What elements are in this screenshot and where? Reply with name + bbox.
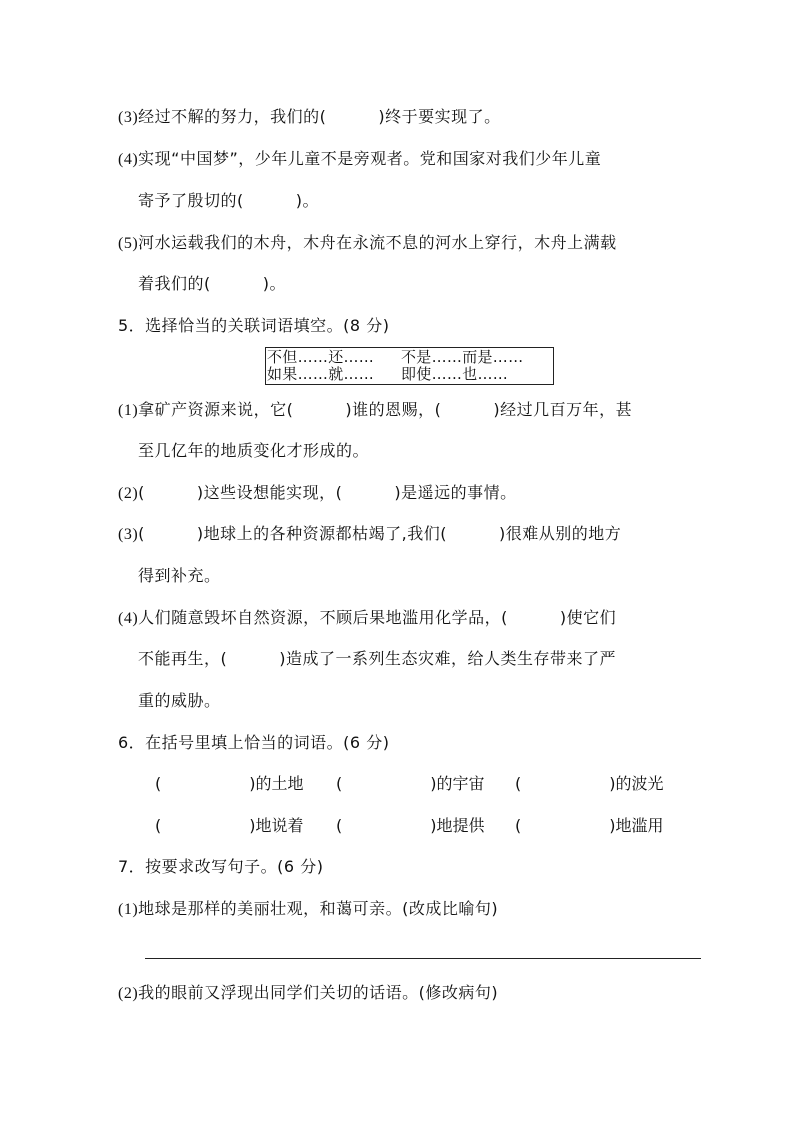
close-paren: ) bbox=[430, 816, 437, 835]
close-paren: ) bbox=[609, 774, 616, 793]
q5-item-4-cont2: 重的威胁。 bbox=[138, 691, 221, 710]
q5-item-2 bbox=[118, 482, 517, 505]
item-number: (3) bbox=[118, 526, 139, 543]
sentence-part: )这些设想能实现，( bbox=[196, 483, 343, 502]
open-paren: ( bbox=[515, 816, 522, 835]
close-paren: ) bbox=[430, 774, 437, 793]
close-paren: ) bbox=[249, 816, 256, 835]
sentence-part: 经过不解的努力，我们的( bbox=[138, 107, 327, 126]
sentence-part: ( bbox=[138, 524, 145, 543]
item-number: (3) bbox=[118, 109, 139, 126]
sentence-part: 不能再生，( bbox=[138, 649, 228, 668]
q5-item-3 bbox=[118, 523, 621, 546]
sentence-part: 河水运载我们的木舟，木舟在永流不息的河水上穿行，木舟上满载 bbox=[138, 233, 617, 252]
close-paren: ) bbox=[609, 816, 616, 835]
q5-item-3-cont: 得到补充。 bbox=[138, 566, 221, 585]
sentence-part: ( bbox=[138, 483, 145, 502]
item-number: (4) bbox=[118, 610, 139, 627]
item-text: 我的眼前又浮现出同学们关切的话语。(修改病句) bbox=[138, 983, 499, 1002]
word-option: 即使……也…… bbox=[401, 365, 509, 383]
item-number: (4) bbox=[118, 151, 139, 168]
q5-item-4 bbox=[118, 607, 616, 630]
q6-blank-3[interactable] bbox=[515, 773, 664, 795]
q4-item-4 bbox=[118, 148, 601, 171]
sentence-part: )造成了一系列生态灾难，给人类生存带来了严 bbox=[279, 649, 616, 668]
q7-item-2 bbox=[118, 982, 498, 1005]
q5-heading: 5．选择恰当的关联词语填空。(8 分) bbox=[118, 316, 390, 335]
q5-item-4-cont bbox=[138, 648, 616, 670]
sentence-part: 着我们的( bbox=[138, 274, 211, 293]
item-number: (2) bbox=[118, 485, 139, 502]
sentence-part: )地球上的各种资源都枯竭了,我们( bbox=[196, 524, 447, 543]
sentence-part: 拿矿产资源来说，它( bbox=[138, 400, 294, 419]
open-paren: ( bbox=[155, 816, 162, 835]
item-number: (1) bbox=[118, 901, 139, 918]
open-paren: ( bbox=[515, 774, 522, 793]
open-paren: ( bbox=[336, 774, 343, 793]
q4-item-5-cont bbox=[138, 273, 286, 295]
q6-blank-6[interactable] bbox=[515, 815, 664, 837]
word-option: 不但……还…… bbox=[267, 348, 375, 366]
sentence-part: )。 bbox=[295, 191, 319, 210]
sentence-part: 实现“中国梦”，少年儿童不是旁观者。党和国家对我们少年儿童 bbox=[138, 149, 602, 168]
sentence-part: )是遥远的事情。 bbox=[394, 483, 517, 502]
q4-item-4-cont bbox=[138, 190, 319, 212]
q6-blank-5[interactable] bbox=[336, 815, 485, 837]
sentence-part: )谁的恩赐，( bbox=[345, 400, 442, 419]
close-paren: ) bbox=[249, 774, 256, 793]
q5-item-1-cont: 至几亿年的地质变化才形成的。 bbox=[138, 441, 370, 460]
word-box-row bbox=[267, 349, 553, 366]
q6-blank-4[interactable] bbox=[155, 815, 304, 837]
q4-item-5 bbox=[118, 232, 617, 255]
open-paren: ( bbox=[336, 816, 343, 835]
q5-item-1 bbox=[118, 399, 632, 422]
word-option: 不是……而是…… bbox=[401, 348, 524, 366]
sentence-part: 人们随意毁坏自然资源，不顾后果地滥用化学品，( bbox=[138, 608, 508, 627]
item-number: (5) bbox=[118, 235, 139, 252]
phrase-suffix: 的宇宙 bbox=[436, 774, 485, 793]
word-box-row bbox=[267, 366, 553, 383]
q6-blank-2[interactable] bbox=[336, 773, 485, 795]
sentence-part: )经过几百万年，甚 bbox=[493, 400, 633, 419]
sentence-part: )终于要实现了。 bbox=[378, 107, 501, 126]
phrase-suffix: 的土地 bbox=[255, 774, 304, 793]
phrase-suffix: 地说着 bbox=[255, 816, 304, 835]
phrase-suffix: 的波光 bbox=[615, 774, 664, 793]
sentence-part: )很难从别的地方 bbox=[498, 524, 622, 543]
sentence-part: 寄予了殷切的( bbox=[138, 191, 244, 210]
item-number: (1) bbox=[118, 402, 139, 419]
word-option: 如果……就…… bbox=[267, 365, 375, 383]
answer-line[interactable] bbox=[145, 958, 701, 959]
phrase-suffix: 地滥用 bbox=[615, 816, 664, 835]
conjunction-word-box bbox=[265, 347, 554, 385]
q7-item-1 bbox=[118, 898, 498, 921]
q6-blank-1[interactable] bbox=[155, 773, 304, 795]
phrase-suffix: 地提供 bbox=[436, 816, 485, 835]
item-text: 地球是那样的美丽壮观，和蔼可亲。(改成比喻句) bbox=[138, 899, 499, 918]
sentence-part: )使它们 bbox=[559, 608, 617, 627]
q7-heading: 7．按要求改写句子。(6 分) bbox=[118, 857, 324, 876]
q4-item-3 bbox=[118, 106, 501, 129]
q6-heading: 6．在括号里填上恰当的词语。(6 分) bbox=[118, 733, 390, 752]
sentence-part: )。 bbox=[262, 274, 286, 293]
item-number: (2) bbox=[118, 985, 139, 1002]
open-paren: ( bbox=[155, 774, 162, 793]
